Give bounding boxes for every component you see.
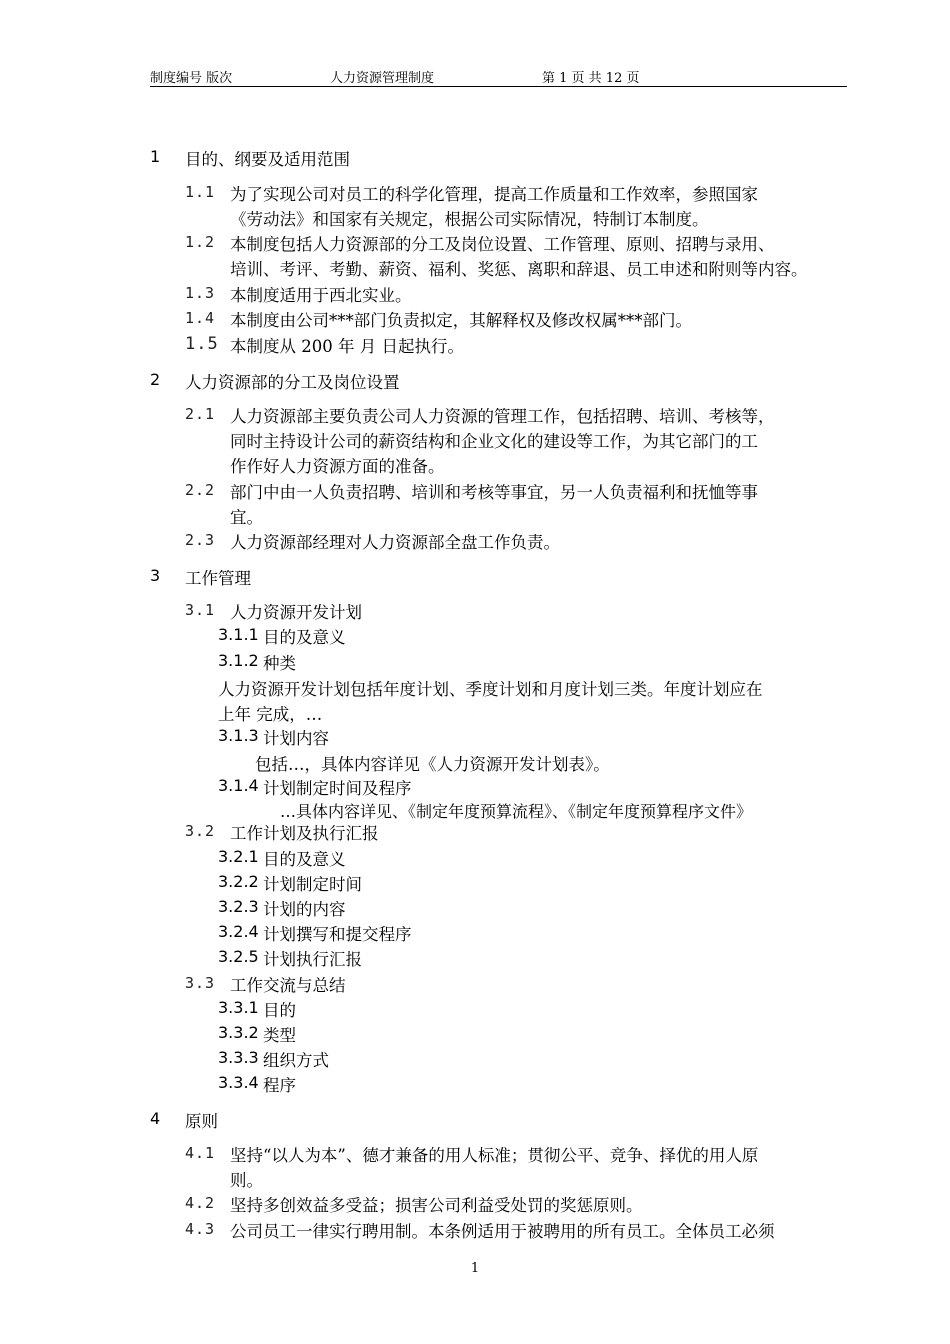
item-number: 3.3.1 xyxy=(218,998,259,1017)
page-header xyxy=(150,66,847,87)
header-doc-code: 制度编号 版次 xyxy=(150,71,233,86)
paragraph-line: 作作好人力资源方面的准备。 xyxy=(230,457,445,476)
item-number: 3.3.3 xyxy=(218,1048,259,1067)
item-number: 3.3 xyxy=(185,974,216,992)
paragraph-line: 种类 xyxy=(263,654,296,673)
paragraph-line: 目的 xyxy=(263,1001,296,1020)
item-number: 4.3 xyxy=(185,1220,216,1238)
paragraph-line: 本制度由公司***部门负责拟定，其解释权及修改权属***部门。 xyxy=(230,311,692,330)
item-number: 3.3.4 xyxy=(218,1073,259,1092)
item-number: 4.2 xyxy=(185,1194,216,1212)
section-number: 3 xyxy=(150,566,161,585)
subsection-title: 人力资源开发计划 xyxy=(230,603,362,622)
paragraph-line: 坚持“以人为本”、德才兼备的用人标准；贯彻公平、竞争、择优的用人原 xyxy=(230,1146,759,1165)
page-number: 1 xyxy=(470,1261,480,1276)
paragraph-line: 同时主持设计公司的薪资结构和企业文化的建设等工作，为其它部门的工 xyxy=(230,432,758,451)
paragraph-line: 公司员工一律实行聘用制。本条例适用于被聘用的所有员工。全体员工必须 xyxy=(230,1222,775,1241)
item-number: 2.1 xyxy=(185,405,216,423)
item-number: 3.1.2 xyxy=(218,651,259,670)
paragraph-line: 计划内容 xyxy=(263,729,329,748)
paragraph-line: 计划的内容 xyxy=(263,900,346,919)
item-number: 3.1 xyxy=(185,601,216,619)
item-number: 1.3 xyxy=(185,284,216,302)
paragraph-line: 目的及意义 xyxy=(263,850,346,869)
paragraph-line: 宜。 xyxy=(230,508,263,527)
paragraph-line: 人力资源开发计划包括年度计划、季度计划和月度计划三类。年度计划应在 xyxy=(218,680,763,699)
paragraph-line: 计划制定时间及程序 xyxy=(263,779,412,798)
item-number: 3.2.3 xyxy=(218,897,259,916)
section-title: 目的、纲要及适用范围 xyxy=(185,150,350,169)
item-number: 4.1 xyxy=(185,1144,216,1162)
item-number: 1.4 xyxy=(185,309,216,327)
header-title: 人力资源管理制度 xyxy=(330,71,435,86)
item-number: 2.2 xyxy=(185,481,216,499)
item-number: 1.5 xyxy=(185,334,219,354)
section-title: 人力资源部的分工及岗位设置 xyxy=(185,373,400,392)
item-number: 2.3 xyxy=(185,531,216,549)
paragraph-line: 程序 xyxy=(263,1076,296,1095)
paragraph-line: 为了实现公司对员工的科学化管理，提高工作质量和工作效率，参照国家 xyxy=(230,185,758,204)
paragraph-line: 计划撰写和提交程序 xyxy=(263,925,412,944)
paragraph-line: 人力资源部经理对人力资源部全盘工作负责。 xyxy=(230,533,560,552)
item-number: 3.2.4 xyxy=(218,922,259,941)
section-number: 1 xyxy=(150,147,161,166)
section-number: 2 xyxy=(150,370,161,389)
paragraph-line: 组织方式 xyxy=(263,1051,329,1070)
paragraph-line: 《劳动法》和国家有关规定，根据公司实际情况，特制订本制度。 xyxy=(230,210,709,229)
paragraph-line: 则。 xyxy=(230,1171,263,1190)
paragraph-line: 坚持多创效益多受益；损害公司利益受处罚的奖惩原则。 xyxy=(230,1196,643,1215)
section-title: 原则 xyxy=(185,1112,218,1131)
subsection-title: 工作计划及执行汇报 xyxy=(230,824,379,843)
paragraph-line: 本制度包括人力资源部的分工及岗位设置、工作管理、原则、招聘与录用、 xyxy=(230,235,775,254)
section-title: 工作管理 xyxy=(185,569,251,588)
paragraph-line: 类型 xyxy=(263,1026,296,1045)
item-number: 3.2.2 xyxy=(218,872,259,891)
item-number: 1.2 xyxy=(185,233,216,251)
item-number: 3.2 xyxy=(185,822,216,840)
item-number: 3.1.1 xyxy=(218,625,259,644)
paragraph-line: 目的及意义 xyxy=(263,628,346,647)
paragraph-line: …具体内容详见、《制定年度预算流程》、《制定年度预算程序文件》 xyxy=(280,802,753,821)
paragraph-line: 人力资源部主要负责公司人力资源的管理工作，包括招聘、培训、考核等， xyxy=(230,407,775,426)
item-number: 1.1 xyxy=(185,183,216,201)
section-number: 4 xyxy=(150,1109,161,1128)
paragraph-line: 计划制定时间 xyxy=(263,875,362,894)
item-number: 3.3.2 xyxy=(218,1023,259,1042)
paragraph-line: 本制度适用于西北实业。 xyxy=(230,286,412,305)
item-number: 3.2.5 xyxy=(218,947,259,966)
paragraph-line: 包括…，具体内容详见《人力资源开发计划表》。 xyxy=(255,755,610,774)
item-number: 3.1.3 xyxy=(218,726,259,745)
subsection-title: 工作交流与总结 xyxy=(230,976,346,995)
item-number: 3.1.4 xyxy=(218,776,259,795)
paragraph-line: 本制度从 200 年 月 日起执行。 xyxy=(230,337,464,356)
header-page-count: 第 1 页 共 12 页 xyxy=(542,71,640,86)
paragraph-line: 计划执行汇报 xyxy=(263,950,362,969)
paragraph-line: 部门中由一人负责招聘、培训和考核等事宜，另一人负责福利和抚恤等事 xyxy=(230,483,758,502)
paragraph-line: 上年 完成，… xyxy=(218,705,323,724)
item-number: 3.2.1 xyxy=(218,847,259,866)
paragraph-line: 培训、考评、考勤、薪资、福利、奖惩、离职和辞退、员工申述和附则等内容。 xyxy=(230,260,808,279)
